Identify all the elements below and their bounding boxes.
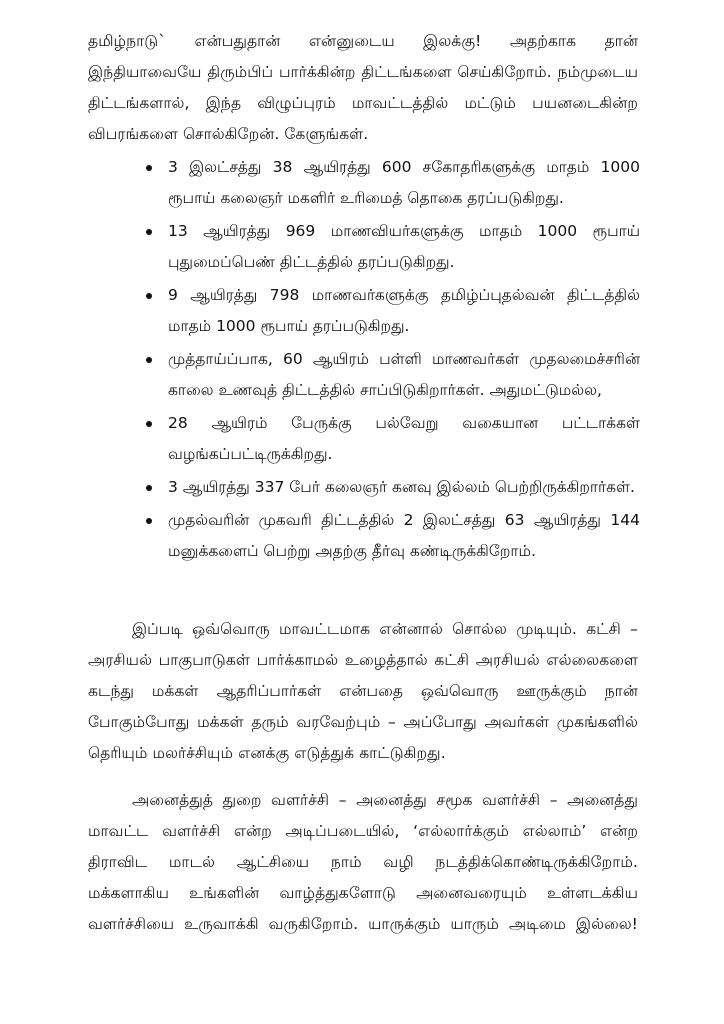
list-item-text: 9 ஆயிரத்து 798 மாணவர்களுக்கு தமிழ்ப்புதல்வன் திட்டத்தில் மாதம் 1000 ரூபாய் தரப்படுகிறது. — [168, 286, 640, 335]
list-item-text: 3 இலட்சத்து 38 ஆயிரத்து 600 சகோதரிகளுக்கு மாதம் 1000 ரூபாய் கலைஞர் மகளிர் உரிமைத் தொகை தரப்படுகிறது. — [168, 158, 640, 207]
list-item — [168, 216, 640, 278]
beneficiary-list — [168, 152, 640, 569]
list-item-text: முதல்வரின் முகவரி திட்டத்தில் 2 இலட்சத்து 63 ஆயிரத்து 144 மனுக்களைப் பெற்று அதற்கு தீர்வு கண்டிருக்கிறோம். — [168, 511, 640, 560]
second-paragraph: இப்படி ஒவ்வொரு மாவட்டமாக என்னால் சொல்ல முடியும். கட்சி – அரசியல் பாகுபாடுகள் பார்க்காமல் உழைத்தால் கட்சி அரசியல் எல்லைகளை கடந்து மக்கள் ஆதரிப்பார்கள் என்பதை ஒவ்வொரு ஊருக்கும் நான் போகும்போது மக்கள் தரும் வரவேற்பும் – அப்போது அவர்கள் முகங்களில் தெரியும் மலர்ச்சியும் எனக்கு எடுத்துக் காட்டுகிறது. — [88, 620, 638, 762]
intro-paragraph: தமிழ்நாடு` என்பதுதான் என்னுடைய இலக்கு! அதற்காக தான் இந்தியாவையே திரும்பிப் பார்க்கின்ற திட்டங்களை செய்கிறோம். நம்முடைய திட்டங்களால், இந்த விழுப்புரம் மாவட்டத்தில் மட்டும் பயனடைகின்ற விபரங்களை சொல்கிறேன். கேளுங்கள். — [88, 32, 638, 143]
list-item — [168, 344, 640, 406]
list-item-text: 3 ஆயிரத்து 337 பேர் கலைஞர் கனவு இல்லம் பெற்றிருக்கிறார்கள். — [168, 478, 635, 496]
list-item — [168, 152, 640, 214]
list-item-text: 13 ஆயிரத்து 969 மாணவியர்களுக்கு மாதம் 1000 ரூபாய் புதுமைப்பெண் திட்டத்தில் தரப்படுகிறது. — [168, 222, 640, 271]
bullet-icon — [146, 165, 152, 171]
third-paragraph: அனைத்துத் துறை வளர்ச்சி – அனைத்து சமூக வளர்ச்சி – அனைத்து மாவட்ட வளர்ச்சி என்ற அடிப்படையில், ‘எல்லார்க்கும் எல்லாம்’ என்ற திராவிட மாடல் ஆட்சியை நாம் வழி நடத்திக்கொண்டிருக்கிறோம். மக்களாகிய உங்களின் வாழ்த்துகளோடு அனைவரையும் உள்ளடக்கிய வளர்ச்சியை உருவாக்கி வருகிறோம். யாருக்கும் யாரும் அடிமை இல்லை! — [88, 791, 638, 933]
bullet-icon — [146, 293, 152, 299]
list-item — [168, 280, 640, 342]
list-item-text: முத்தாய்ப்பாக, 60 ஆயிரம் பள்ளி மாணவர்கள் முதலமைச்சரின் காலை உணவுத் திட்டத்தில் சாப்பிடுகிறார்கள். அதுமட்டுமல்ல, — [168, 350, 640, 399]
bullet-icon — [146, 229, 152, 235]
bullet-icon — [146, 485, 152, 491]
bullet-icon — [146, 421, 152, 427]
bullet-icon — [146, 518, 152, 524]
bullet-icon — [146, 357, 152, 363]
list-item-text: 28 ஆயிரம் பேருக்கு பல்வேறு வகையான பட்டாக்கள் வழங்கப்பட்டிருக்கிறது. — [168, 414, 640, 463]
list-item — [168, 472, 640, 503]
list-item — [168, 505, 640, 567]
list-item — [168, 408, 640, 470]
